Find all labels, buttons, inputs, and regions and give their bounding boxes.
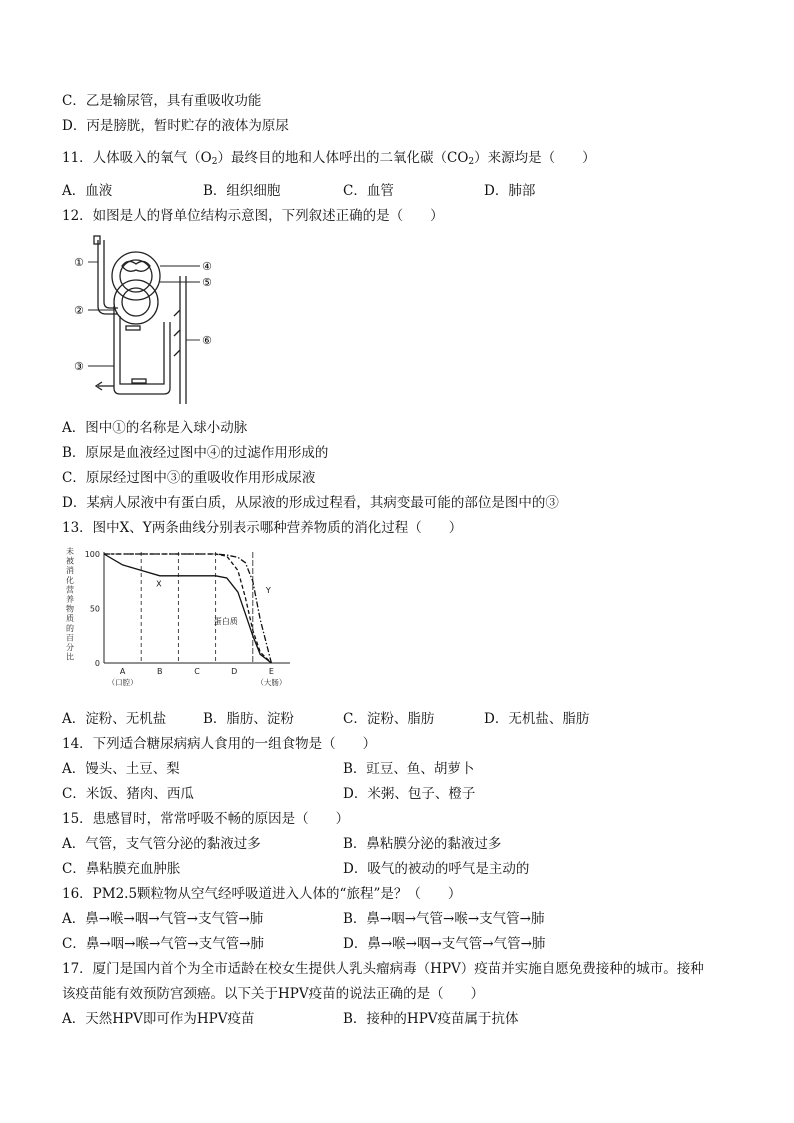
q14-option-c: C．米饭、猪肉、西瓜: [62, 786, 194, 802]
y-tick-label: 50: [89, 604, 100, 614]
q11-option-a: A．血液: [62, 183, 113, 199]
q16-option-b: B．鼻→咽→气管→喉→支气管→肺: [343, 911, 545, 927]
q14-option-a: A．馒头、土豆、梨: [62, 761, 180, 777]
label-5: ⑤: [202, 276, 212, 289]
y-tick-label: 0: [94, 659, 100, 668]
q15-option-b: B．鼻粘膜分泌的黏液过多: [343, 836, 502, 852]
series-label: X: [156, 579, 162, 589]
q14-option-d: D．米粥、包子、橙子: [343, 786, 476, 802]
q15-option-d: D．吸气的被动的呼气是主动的: [343, 861, 530, 877]
label-6: ⑥: [202, 334, 212, 347]
label-3: ③: [74, 360, 84, 373]
q14-option-b: B．豇豆、鱼、胡萝卜: [343, 761, 475, 777]
series-line-蛋白质: [104, 554, 271, 663]
q11-option-b: B．组织细胞: [203, 183, 281, 199]
q16-option-d: D．鼻→喉→咽→支气管→气管→肺: [343, 936, 546, 952]
y-axis-label-char: 被: [66, 556, 74, 566]
series-line-X: [104, 554, 271, 663]
q12-option-b: B．原尿是血液经过图中④的过滤作用形成的: [62, 445, 329, 461]
y-axis-label-char: 分: [66, 643, 74, 652]
series-label: Y: [265, 586, 271, 596]
q15-option-a: A．气管，支气管分泌的黏液过多: [62, 836, 261, 852]
q17-option-b: B．接种的HPV疫苗属于抗体: [343, 1011, 519, 1027]
label-1: ①: [74, 256, 84, 269]
digestion-chart: [62, 544, 302, 700]
y-axis-label-char: 化: [66, 575, 74, 585]
q12-option-c: C．原尿经过图中③的重吸收作用形成尿液: [62, 470, 316, 486]
q13-option-c: C．淀粉、脂肪: [343, 711, 435, 727]
q13-option-d: D．无机盐、脂肪: [484, 711, 590, 727]
q13-option-b: B．脂肪、淀粉: [203, 711, 294, 727]
label-4: ④: [202, 260, 212, 273]
x-tick-label: D: [231, 667, 238, 676]
q15-option-c: C．鼻粘膜充血肿胀: [62, 861, 181, 877]
q13-stem: 13．图中X、Y两条曲线分别表示哪种营养物质的消化过程（ ）: [62, 520, 463, 536]
q11-option-c: C．血管: [343, 183, 394, 199]
q16-stem: 16．PM2.5颗粒物从空气经呼吸道进入人体的“旅程”是？（ ）: [62, 886, 462, 902]
x-tick-note: （口腔）: [107, 678, 138, 687]
q10-option-c: C．乙是输尿管，具有重吸收功能: [62, 93, 262, 109]
x-tick-note: （大肠）: [256, 678, 287, 687]
q11-stem: 11．人体吸入的氧气$(O_2)$最终目的地和人体呼出的二氧化碳$(CO_2)$来源均是（ ）: [62, 150, 596, 167]
x-tick-label: A: [119, 667, 126, 676]
y-axis-label-char: 营: [66, 585, 74, 595]
y-axis-label-char: 的: [66, 623, 74, 633]
y-axis-label-char: 百: [66, 633, 74, 643]
q12-option-a: A．图中①的名称是入球小动脉: [62, 420, 248, 436]
x-tick-label: E: [268, 667, 274, 676]
q14-stem: 14．下列适合糖尿病病人食用的一组食物是（ ）: [62, 736, 377, 752]
q17-stem-line2: 该疫苗能有效预防宫颈癌。以下关于HPV疫苗的说法正确的是（ ）: [62, 986, 485, 1002]
q17-option-a: A．天然HPV即可作为HPV疫苗: [62, 1011, 255, 1027]
q16-option-a: A．鼻→喉→咽→气管→支气管→肺: [62, 911, 264, 927]
x-tick-label: C: [194, 667, 200, 676]
y-axis-label-char: 质: [66, 614, 74, 624]
series-line-Y: [104, 554, 271, 663]
nephron-diagram: [70, 236, 230, 406]
q16-option-c: C．鼻→咽→喉→气管→支气管→肺: [62, 936, 264, 952]
y-axis-label-char: 养: [66, 595, 74, 604]
label-2: ②: [74, 304, 84, 317]
q12-stem: 12．如图是人的肾单位结构示意图，下列叙述正确的是（ ）: [62, 208, 444, 224]
q12-option-d: D．某病人尿液中有蛋白质，从尿液的形成过程看，其病变最可能的部位是图中的③: [62, 495, 559, 511]
x-tick-label: B: [157, 667, 163, 676]
y-axis-label-char: 物: [66, 604, 74, 614]
y-tick-label: 100: [84, 550, 100, 559]
q11-option-d: D．肺部: [484, 183, 536, 199]
y-axis-label-char: 消: [66, 566, 74, 576]
y-axis-label-char: 比: [66, 652, 74, 662]
q17-stem-line1: 17．厦门是国内首个为全市适龄在校女生提供人乳头瘤病毒（HPV）疫苗并实施自愿免费接种的城市。接种: [62, 961, 704, 977]
q13-option-a: A．淀粉、无机盐: [62, 711, 167, 727]
q10-option-d: D．丙是膀胱，暂时贮存的液体为原尿: [62, 118, 289, 134]
q15-stem: 15．患感冒时，常常呼吸不畅的原因是（ ）: [62, 811, 350, 827]
y-axis-label-char: 未: [66, 547, 74, 556]
series-label: 蛋白质: [213, 616, 238, 626]
